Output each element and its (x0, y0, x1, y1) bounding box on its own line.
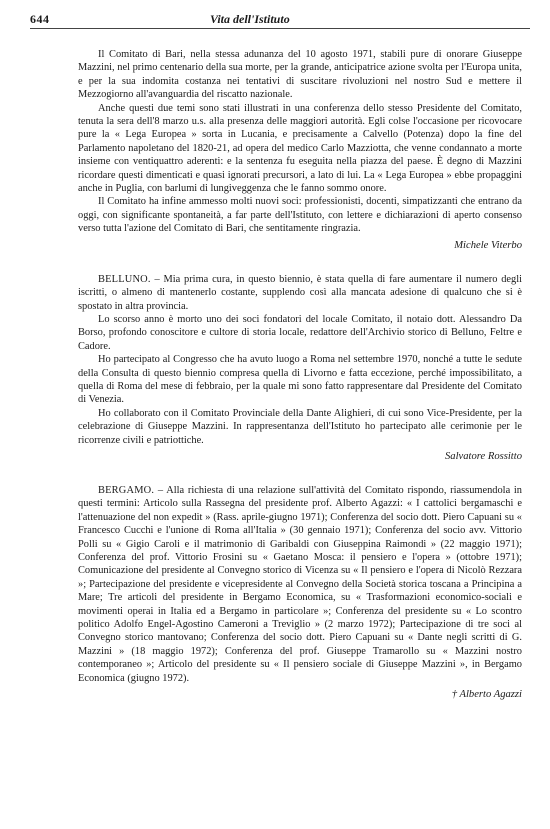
running-title: Vita dell'Istituto (210, 12, 290, 26)
belluno-paragraph-1 (78, 273, 522, 313)
bari-paragraph-1: Il Comitato di Bari, nella stessa adunanza del 10 agosto 1971, stabili pure di onorare Giuseppe Mazzini, nel primo centenario della sua morte, per la grande, anticipatrice azione svolta per l'Europa unita, e per la sua indomita costanza nei tentativi di suscitare rivoluzioni nel nostro Sud e mettere il Mezzogiorno all'avanguardia del riscatto nazionale. (78, 49, 522, 101)
section-belluno (78, 273, 522, 464)
bergamo-signature: † Alberto Agazzi (451, 689, 522, 701)
section-bergamo (78, 484, 522, 702)
section-bari (78, 48, 522, 253)
belluno-signature: Salvatore Rossitto (445, 450, 522, 462)
bari-signature: Michele Viterbo (454, 239, 522, 251)
page-header (30, 12, 530, 29)
bari-paragraph-3: Il Comitato ha infine ammesso molti nuovi soci: professionisti, docenti, simpatizzanti che entrano da oggi, con significante spontaneità, a far parte dell'Istituto, con lettere e dichiarazioni di aperto consenso verso tutta l'azione del Comitato di Bari, che sentitamente ringrazia. (78, 196, 522, 235)
bergamo-place-heading: BERGAMO. (98, 484, 155, 496)
page-number: 644 (30, 12, 50, 26)
bergamo-paragraph-text: – Alla richiesta di una relazione sull'attività del Comitato rispondo, riassumendola in questi termini: Articolo sulla Rassegna del presidente prof. Alberto Agazzi: « I cattolici bergamaschi e l'attenuazione del non expedit » (Rass. aprile-giugno 1971); Conferenza del socio dott. Piero Capuani su « Francesco Cucchi e l'unione di Roma all'Italia » (30 gennaio 1971); Conferenza del socio avv. Vittorio Polli su « Gigio Caroli e il matrimonio di Garibaldi con Giuseppina Raimondi » (22 maggio 1971); Conferenza del prof. Vittorio Frosini su « Gaetano Mosca: il pensiero e l'opera » (ottobre 1971); Comunicazione del presidente al Convegno storico di Vicenza su « Il pensiero e l'opera di Nicolò Rezzara »; Partecipazione del presidente e vicepresidente al Convegno della Società storica toscana a Principina a Mare; Tre articoli del presidente in Bergamo Economica, su « Trasformazioni economico-sociali e movimenti operai in Italia ed a Bergamo in particolare »; Conferenza del presidente su « Lo scontro politico Adolfo Engel-Agostino Cameroni a Treviglio » (2 marzo 1972); Partecipazione di tre soci al Convegno storico mantovano; Conferenza del socio dott. Piero Capuani su « Dante negli scritti di G. Mazzini » (18 maggio 1972); Conferenza del prof. Giuseppe Tramarollo su « Mazzini nostro contemporaneo »; Articolo del presidente su « Il pensiero sociale di Giuseppe Mazzini », in Bergamo Economica (giugno 1972). (78, 484, 522, 684)
belluno-paragraph-3: Ho partecipato al Congresso che ha avuto luogo a Roma nel settembre 1970, nonché a tutte le sedute della Consulta di questo biennio compresa quella di Livorno e fatta eccezione, perché impossibilitato, a quella di Roma del mese di febbraio, per la quale mi sono fatto rappresentare dal Presidente del Comitato di Venezia. (78, 354, 522, 406)
belluno-paragraph-2: Lo scorso anno è morto uno dei soci fondatori del locale Comitato, il notaio dott. Alessandro Da Borso, profondo conoscitore e cultore di storia locale, redattore dell'Archivio storico di Belluno, Feltre e Cadore. (78, 313, 522, 352)
belluno-paragraph-1-text: – Mia prima cura, in questo biennio, è stata quella di fare aumentare il numero degli iscritti, o almeno di mantenerlo costante, supplendo così alla mancata adesione di qualcuno che si è spostato in altra provincia. (78, 273, 522, 312)
page-body (78, 48, 522, 702)
belluno-paragraph-4: Ho collaborato con il Comitato Provinciale della Dante Alighieri, di cui sono Vice-Presidente, per la celebrazione di Giuseppe Mazzini. In rappresentanza dell'Istituto ho partecipato alle cerimonie per le ricorrenze civili e patriottiche. (78, 407, 522, 446)
bari-paragraph-2: Anche questi due temi sono stati illustrati in una conferenza dello stesso Presidente del Comitato, tenuta la sera dell'8 marzo u.s. alla presenza delle maggiori autorità. Egli colse l'occasione per ricovocare pure la « Lega Europea » sorta in Lucania, e precisamente a Calvello (Potenza) dopo la fine del Parlamento napoletano del 1820-21, ad opera del medico Carlo Mazziotta, che venne condannato a morte insieme con ventiquattro aderenti: e la sentenza fu eseguita nella piazza del paese. È degno di Mazzini ricordare questi dimenticati e quasi ignorati precursori, a lato di lui. La « Lega Europea » ebbe propaggini anche in Puglia, con barlumi di lungiveggenza che le fanno sommo onore. (78, 102, 522, 195)
belluno-place-heading: BELLUNO. (98, 273, 151, 285)
bergamo-paragraph (78, 484, 522, 685)
